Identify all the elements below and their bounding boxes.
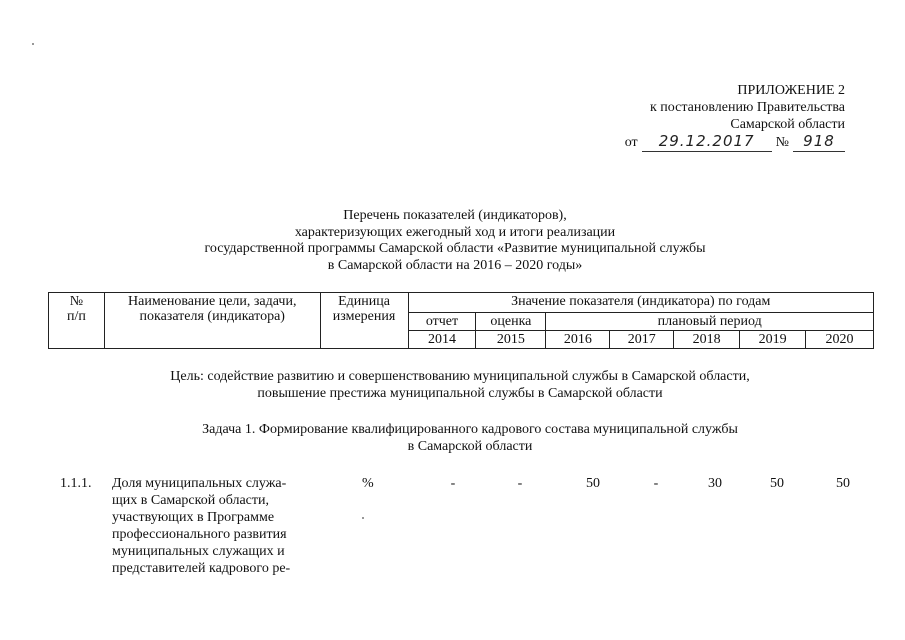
- appendix-block: [585, 82, 845, 152]
- handwritten-number: 918: [803, 132, 835, 150]
- scan-speck: [32, 43, 34, 45]
- from-label: от: [624, 135, 638, 150]
- header-cell-unit: Единица измерения: [320, 293, 408, 349]
- appendix-line-1: к постановлению Правительства: [649, 100, 845, 115]
- document-title: [130, 208, 780, 274]
- title-line-2: характеризующих ежегодный ход и итоги реализации: [294, 224, 616, 240]
- header-year-2019: 2019: [740, 331, 806, 349]
- value-2017: -: [653, 476, 659, 491]
- value-2014: -: [450, 476, 456, 491]
- indicator-number: 1.1.1.: [60, 476, 92, 491]
- header-cell-name: Наименование цели, задачи, показателя (индикатора): [104, 293, 320, 349]
- goal-line-1: Цель: содействие развитию и совершенствованию муниципальной службы в Самарской области,: [170, 369, 750, 384]
- task-line-1: Задача 1. Формирование квалифицированного кадрового состава муниципальной службы: [202, 422, 738, 437]
- header-year-2017: 2017: [610, 331, 674, 349]
- header-year-2014: 2014: [408, 331, 476, 349]
- handwritten-date: 29.12.2017: [658, 132, 755, 150]
- goal-statement: [120, 368, 800, 402]
- task-line-2: в Самарской области: [407, 439, 533, 454]
- indicator-name: Доля муниципальных служа- щих в Самарской области, участвующих в Программе профессионального развития муниципальных служащих и представителей кадрового ре-: [112, 476, 291, 576]
- indicator-unit: %: [362, 476, 374, 491]
- value-2015: -: [517, 476, 523, 491]
- appendix-line-2: Самарской области: [730, 117, 845, 132]
- header-year-2018: 2018: [674, 331, 740, 349]
- value-2020: 50: [836, 476, 850, 491]
- scan-speck: [362, 517, 364, 519]
- header-year-2020: 2020: [806, 331, 874, 349]
- header-cell-number: № п/п: [49, 293, 105, 349]
- number-label: №: [775, 135, 789, 150]
- indicators-table-header: [48, 292, 874, 349]
- title-line-1: Перечень показателей (индикаторов),: [343, 208, 567, 223]
- value-2016: 50: [586, 476, 600, 491]
- header-cell-values-group: Значение показателя (индикатора) по годам: [408, 293, 873, 313]
- title-line-3: государственной программы Самарской области «Развитие муниципальной службы: [204, 241, 706, 256]
- header-year-2015: 2015: [476, 331, 546, 349]
- value-2018: 30: [708, 476, 722, 491]
- decree-reference: [625, 133, 845, 152]
- header-cell-report: отчет: [408, 313, 476, 331]
- task-statement: [150, 421, 790, 455]
- goal-line-2: повышение престижа муниципальной службы в Самарской области: [257, 386, 663, 401]
- value-2019: 50: [770, 476, 784, 491]
- header-year-2016: 2016: [546, 331, 610, 349]
- header-cell-planned-period: плановый период: [546, 313, 874, 331]
- appendix-title: ПРИЛОЖЕНИЕ 2: [737, 83, 845, 98]
- title-line-4: в Самарской области на 2016 – 2020 годы»: [327, 257, 583, 273]
- header-cell-estimate: оценка: [476, 313, 546, 331]
